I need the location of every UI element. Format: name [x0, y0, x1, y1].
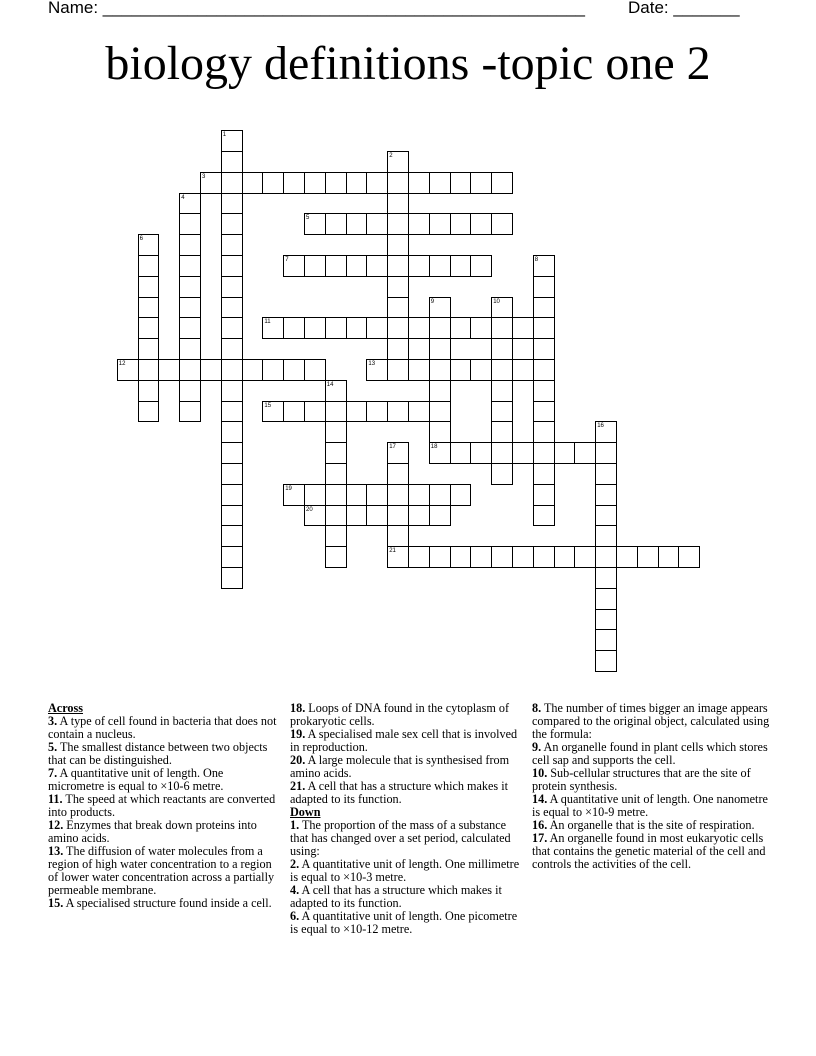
grid-cell[interactable]: [325, 505, 347, 527]
grid-cell[interactable]: [221, 151, 243, 173]
grid-cell[interactable]: [533, 505, 555, 527]
grid-cell[interactable]: [138, 401, 160, 423]
grid-cell[interactable]: [408, 317, 430, 339]
grid-cell[interactable]: [429, 401, 451, 423]
grid-cell[interactable]: [533, 546, 555, 568]
grid-cell[interactable]: [346, 317, 368, 339]
clue-item: [290, 819, 522, 858]
grid-cell[interactable]: [242, 172, 264, 194]
grid-cell[interactable]: [221, 359, 243, 381]
clue-item: [290, 780, 522, 806]
page-title: biology definitions -topic one 2: [105, 37, 711, 90]
grid-cell[interactable]: [221, 567, 243, 589]
grid-cell[interactable]: [138, 359, 160, 381]
grid-cell[interactable]: [387, 213, 409, 235]
grid-cell[interactable]: [221, 525, 243, 547]
grid-cell[interactable]: [387, 193, 409, 215]
grid-cell[interactable]: [325, 172, 347, 194]
grid-cell[interactable]: [325, 255, 347, 277]
clue-item: [532, 832, 770, 871]
grid-cell[interactable]: [221, 193, 243, 215]
grid-cell[interactable]: [221, 380, 243, 402]
grid-cell[interactable]: [387, 172, 409, 194]
clue-text: A quantitative unit of length. One millimetre is equal to ×10-3 metre.: [290, 857, 520, 884]
grid-cell[interactable]: [304, 484, 326, 506]
grid-cell[interactable]: [491, 380, 513, 402]
grid-cell[interactable]: [179, 317, 201, 339]
grid-cell[interactable]: [491, 401, 513, 423]
grid-cell[interactable]: [595, 650, 617, 672]
grid-cell[interactable]: [533, 297, 555, 319]
grid-cell[interactable]: [325, 463, 347, 485]
clue-number: 8.: [532, 701, 542, 715]
grid-cell[interactable]: [470, 442, 492, 464]
date-field-label: Date: _______: [628, 0, 740, 17]
grid-cell[interactable]: [138, 317, 160, 339]
grid-cell[interactable]: [512, 359, 534, 381]
clues-column-3: [532, 702, 770, 871]
clue-item: [48, 741, 280, 767]
grid-cell[interactable]: [387, 234, 409, 256]
grid-cell[interactable]: [325, 546, 347, 568]
grid-cell[interactable]: [533, 442, 555, 464]
grid-cell[interactable]: [179, 380, 201, 402]
clue-number: 9.: [532, 740, 542, 754]
clue-number: 3.: [48, 714, 58, 728]
grid-cell[interactable]: [325, 317, 347, 339]
grid-cell[interactable]: [595, 505, 617, 527]
clue-text: A quantitative unit of length. One picometre is equal to ×10-12 metre.: [290, 909, 518, 936]
grid-cell[interactable]: [325, 442, 347, 464]
grid-cell[interactable]: [387, 359, 409, 381]
grid-cell[interactable]: [595, 525, 617, 547]
clue-item: [48, 845, 280, 897]
clue-number: 6.: [290, 909, 300, 923]
clue-number-label: 20: [306, 506, 313, 513]
name-field-label: Name: ___________________________________________________: [48, 0, 585, 17]
clue-number: 16.: [532, 818, 548, 832]
grid-cell[interactable]: [450, 359, 472, 381]
grid-cell[interactable]: [491, 359, 513, 381]
grid-cell[interactable]: [283, 401, 305, 423]
grid-cell[interactable]: [221, 421, 243, 443]
clue-number: 13.: [48, 844, 64, 858]
clue-text: A cell that has a structure which makes it adapted to its function.: [290, 779, 508, 806]
clue-item: [532, 702, 770, 741]
grid-cell[interactable]: [366, 505, 388, 527]
grid-cell[interactable]: [138, 380, 160, 402]
grid-cell[interactable]: [325, 401, 347, 423]
grid-cell[interactable]: [304, 401, 326, 423]
grid-cell[interactable]: [408, 172, 430, 194]
grid-cell[interactable]: [429, 338, 451, 360]
clue-number-label: 3: [202, 173, 206, 180]
grid-cell[interactable]: [221, 234, 243, 256]
grid-cell[interactable]: [574, 546, 596, 568]
clue-number-label: 8: [534, 257, 539, 263]
grid-cell[interactable]: [470, 317, 492, 339]
clue-number: 21.: [290, 779, 306, 793]
grid-cell[interactable]: [491, 463, 513, 485]
grid-cell[interactable]: [429, 317, 451, 339]
clue-number: 10.: [532, 766, 548, 780]
grid-cell[interactable]: [554, 442, 576, 464]
grid-cell[interactable]: [283, 317, 305, 339]
grid-cell[interactable]: [387, 525, 409, 547]
clue-number-label: 12: [118, 361, 126, 367]
grid-cell[interactable]: [470, 359, 492, 381]
clue-text: A quantitative unit of length. One nanometre is equal to ×10-9 metre.: [532, 792, 768, 819]
grid-cell[interactable]: [366, 401, 388, 423]
grid-cell[interactable]: [533, 317, 555, 339]
grid-cell[interactable]: [429, 359, 451, 381]
clue-item: [48, 897, 280, 910]
clue-item: [290, 754, 522, 780]
clue-item: [532, 767, 770, 793]
clue-item: [290, 728, 522, 754]
grid-cell[interactable]: [179, 401, 201, 423]
grid-cell[interactable]: [387, 297, 409, 319]
clue-number-label: 2: [389, 153, 393, 159]
clue-number-label: 11: [264, 319, 271, 326]
grid-cell[interactable]: [533, 401, 555, 423]
grid-cell[interactable]: [138, 255, 160, 277]
grid-cell[interactable]: [346, 172, 368, 194]
clue-number: 12.: [48, 818, 64, 832]
grid-cell[interactable]: [408, 359, 430, 381]
grid-cell[interactable]: [221, 297, 243, 319]
clues-column-1: [48, 702, 280, 910]
grid-cell[interactable]: [595, 484, 617, 506]
grid-cell[interactable]: [221, 401, 243, 423]
grid-cell[interactable]: [366, 317, 388, 339]
grid-cell[interactable]: [491, 442, 513, 464]
clue-section-heading: Across: [48, 701, 83, 715]
grid-cell[interactable]: [533, 421, 555, 443]
grid-cell[interactable]: [283, 172, 305, 194]
grid-cell[interactable]: [533, 463, 555, 485]
clue-number-label: 10: [493, 298, 500, 305]
grid-cell[interactable]: [429, 421, 451, 443]
grid-cell[interactable]: [138, 276, 160, 298]
clue-number-label: 5: [306, 215, 310, 222]
grid-cell[interactable]: [325, 525, 347, 547]
grid-cell[interactable]: [346, 484, 368, 506]
clue-number-label: 1: [222, 132, 227, 139]
grid-cell[interactable]: [408, 401, 430, 423]
grid-cell[interactable]: [346, 213, 368, 235]
clue-number-label: 21: [389, 548, 396, 555]
grid-cell[interactable]: [595, 629, 617, 651]
grid-cell[interactable]: [616, 546, 638, 568]
grid-cell[interactable]: [429, 484, 451, 506]
grid-cell[interactable]: [408, 213, 430, 235]
grid-cell[interactable]: [366, 213, 388, 235]
grid-cell[interactable]: [450, 255, 472, 277]
clue-number: 1.: [290, 818, 300, 832]
grid-cell[interactable]: [408, 484, 430, 506]
clue-text: A cell that has a structure which makes it adapted to its function.: [290, 883, 502, 910]
grid-cell[interactable]: [221, 255, 243, 277]
grid-cell[interactable]: [470, 172, 492, 194]
grid-cell[interactable]: [491, 213, 513, 235]
grid-cell[interactable]: [283, 359, 305, 381]
clue-text: The speed at which reactants are converted into products.: [48, 792, 276, 819]
clue-text: The number of times bigger an image appears compared to the original object, calculated using the formula:: [532, 701, 770, 741]
grid-cell[interactable]: [678, 546, 700, 568]
grid-cell[interactable]: [491, 338, 513, 360]
clue-item: [48, 715, 280, 741]
clue-number-label: 15: [264, 402, 272, 409]
grid-cell[interactable]: [304, 172, 326, 194]
clue-number: 7.: [48, 766, 58, 780]
clue-item: [532, 741, 770, 767]
clue-item: [290, 884, 522, 910]
grid-cell[interactable]: [366, 255, 388, 277]
clue-item: [290, 702, 522, 728]
clues-column-2: [290, 702, 522, 936]
grid-cell[interactable]: [554, 546, 576, 568]
grid-cell[interactable]: [595, 609, 617, 631]
grid-cell[interactable]: [346, 401, 368, 423]
clue-number: 15.: [48, 896, 64, 910]
grid-cell[interactable]: [429, 172, 451, 194]
grid-cell[interactable]: [429, 505, 451, 527]
grid-cell[interactable]: [533, 484, 555, 506]
grid-cell[interactable]: [450, 484, 472, 506]
grid-cell[interactable]: [179, 213, 201, 235]
clue-number: 2.: [290, 857, 300, 871]
grid-cell[interactable]: [221, 213, 243, 235]
grid-cell[interactable]: [242, 359, 264, 381]
grid-cell[interactable]: [138, 297, 160, 319]
clue-text: An organelle that is the site of respiration.: [547, 818, 755, 832]
grid-cell[interactable]: [533, 380, 555, 402]
grid-cell[interactable]: [325, 421, 347, 443]
grid-cell[interactable]: [512, 546, 534, 568]
grid-cell[interactable]: [512, 317, 534, 339]
clue-number-label: 14: [326, 381, 334, 388]
grid-cell[interactable]: [470, 546, 492, 568]
clue-text: Loops of DNA found in the cytoplasm of prokaryotic cells.: [290, 701, 510, 728]
clue-number-label: 18: [430, 444, 438, 451]
grid-cell[interactable]: [533, 338, 555, 360]
grid-cell[interactable]: [595, 567, 617, 589]
grid-cell[interactable]: [637, 546, 659, 568]
grid-cell[interactable]: [387, 276, 409, 298]
grid-cell[interactable]: [221, 338, 243, 360]
grid-cell[interactable]: [429, 380, 451, 402]
grid-cell[interactable]: [221, 505, 243, 527]
clue-number-label: 9: [430, 298, 435, 305]
clue-number: 18.: [290, 701, 306, 715]
grid-cell[interactable]: [533, 276, 555, 298]
grid-cell[interactable]: [491, 172, 513, 194]
grid-cell[interactable]: [325, 484, 347, 506]
grid-cell[interactable]: [533, 359, 555, 381]
grid-cell[interactable]: [179, 359, 201, 381]
grid-cell[interactable]: [387, 255, 409, 277]
grid-cell[interactable]: [179, 255, 201, 277]
grid-cell[interactable]: [408, 505, 430, 527]
grid-cell[interactable]: [262, 172, 284, 194]
grid-cell[interactable]: [387, 463, 409, 485]
grid-cell[interactable]: [179, 234, 201, 256]
grid-cell[interactable]: [325, 213, 347, 235]
clue-number-label: 13: [368, 361, 376, 367]
grid-cell[interactable]: [408, 546, 430, 568]
grid-cell[interactable]: [595, 588, 617, 610]
clue-text: A type of cell found in bacteria that does not contain a nucleus.: [48, 714, 277, 741]
grid-cell[interactable]: [387, 484, 409, 506]
grid-cell[interactable]: [304, 317, 326, 339]
grid-cell[interactable]: [491, 317, 513, 339]
clue-item: [290, 910, 522, 936]
clue-item: [48, 767, 280, 793]
grid-cell[interactable]: [304, 359, 326, 381]
clue-text: An organelle found in plant cells which stores cell sap and supports the cell.: [532, 740, 768, 767]
grid-cell[interactable]: [450, 172, 472, 194]
clue-number-label: 19: [285, 485, 292, 492]
grid-cell[interactable]: [491, 421, 513, 443]
grid-cell[interactable]: [179, 276, 201, 298]
grid-cell[interactable]: [221, 276, 243, 298]
clue-text: The diffusion of water molecules from a region of high water concentration to a region of lower water concentration across a partially permeable membrane.: [48, 844, 275, 897]
grid-cell[interactable]: [179, 297, 201, 319]
grid-cell[interactable]: [221, 546, 243, 568]
grid-cell[interactable]: [179, 338, 201, 360]
clue-number: 11.: [48, 792, 63, 806]
clue-text: A quantitative unit of length. One micrometre is equal to ×10-6 metre.: [48, 766, 224, 793]
clue-item: [290, 858, 522, 884]
clue-number: 5.: [48, 740, 58, 754]
grid-cell[interactable]: [221, 484, 243, 506]
clue-number: 4.: [290, 883, 300, 897]
grid-cell[interactable]: [366, 172, 388, 194]
clue-number: 17.: [532, 831, 548, 845]
grid-cell[interactable]: [221, 172, 243, 194]
clue-number: 20.: [290, 753, 306, 767]
grid-cell[interactable]: [138, 338, 160, 360]
grid-cell[interactable]: [450, 213, 472, 235]
grid-cell[interactable]: [221, 463, 243, 485]
clue-number-label: 16: [597, 423, 604, 430]
grid-cell[interactable]: [387, 401, 409, 423]
grid-cell[interactable]: [574, 442, 596, 464]
clue-text: A specialised male sex cell that is involved in reproduction.: [290, 727, 518, 754]
clue-text: A specialised structure found inside a cell.: [63, 896, 272, 910]
grid-cell[interactable]: [470, 213, 492, 235]
clue-text: Enzymes that break down proteins into amino acids.: [48, 818, 257, 845]
grid-cell[interactable]: [346, 505, 368, 527]
clue-text: The proportion of the mass of a substance that has changed over a set period, calculated using:: [290, 818, 511, 858]
grid-cell[interactable]: [158, 359, 180, 381]
grid-cell[interactable]: [512, 442, 534, 464]
grid-cell[interactable]: [387, 317, 409, 339]
grid-cell[interactable]: [387, 338, 409, 360]
clue-number-label: 4: [181, 194, 185, 201]
clue-number-label: 7: [285, 257, 289, 263]
clue-text: An organelle found in most eukaryotic cells that contains the genetic material of the cell and controls the activities of the cell.: [532, 831, 766, 871]
clue-text: The smallest distance between two objects that can be distinguished.: [48, 740, 268, 767]
clue-item: [532, 793, 770, 819]
grid-cell[interactable]: [595, 463, 617, 485]
grid-cell[interactable]: [595, 546, 617, 568]
clue-section-heading: Down: [290, 805, 321, 819]
clue-item: [48, 819, 280, 845]
clue-text: Sub-cellular structures that are the site of protein synthesis.: [532, 766, 751, 793]
grid-cell[interactable]: [200, 359, 222, 381]
grid-cell[interactable]: [221, 317, 243, 339]
grid-cell[interactable]: [429, 546, 451, 568]
grid-cell[interactable]: [450, 317, 472, 339]
grid-cell[interactable]: [429, 213, 451, 235]
grid-cell[interactable]: [262, 359, 284, 381]
grid-cell[interactable]: [346, 255, 368, 277]
clue-number: 19.: [290, 727, 306, 741]
grid-cell[interactable]: [387, 505, 409, 527]
grid-cell[interactable]: [408, 255, 430, 277]
grid-cell[interactable]: [304, 255, 326, 277]
grid-cell[interactable]: [429, 255, 451, 277]
grid-cell[interactable]: [658, 546, 680, 568]
grid-cell[interactable]: [450, 546, 472, 568]
clue-number: 14.: [532, 792, 548, 806]
grid-cell[interactable]: [491, 546, 513, 568]
clue-number-label: 6: [139, 236, 143, 243]
grid-cell[interactable]: [450, 442, 472, 464]
grid-cell[interactable]: [470, 255, 492, 277]
grid-cell[interactable]: [595, 442, 617, 464]
grid-cell[interactable]: [366, 484, 388, 506]
grid-cell[interactable]: [221, 442, 243, 464]
clue-item: [48, 793, 280, 819]
clue-text: A large molecule that is synthesised from amino acids.: [290, 753, 510, 780]
clue-number-label: 17: [389, 444, 396, 451]
